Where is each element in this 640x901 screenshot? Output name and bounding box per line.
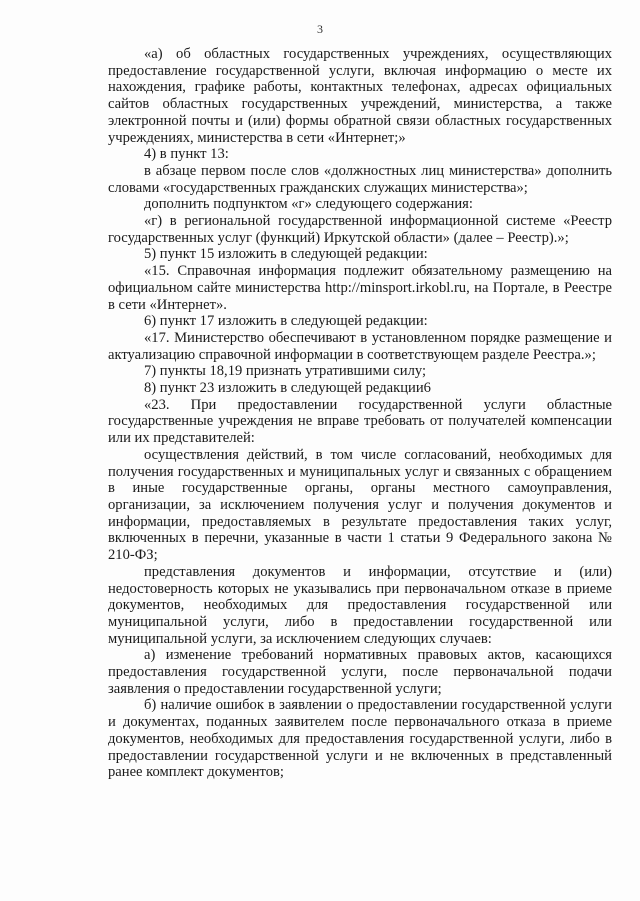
paragraph-14: представления документов и информации, отсутствие и (или) недостоверность которых не указывались при первоначальном отказе в приеме документов, необходимых для предоставления государственной или муниципальной услуги, либо в предоставлении государственной или муниципальной услуги, за исключением следующих случаев: bbox=[108, 563, 612, 647]
paragraph-10: 7) пункты 18,19 признать утратившими силу; bbox=[144, 363, 427, 380]
page-number: 3 bbox=[317, 22, 323, 36]
paragraph-1: «а) об областных государственных учреждениях, осуществляющих предоставление государственной услуги, включая информацию о месте их нахождения, графике работы, контактных телефонах, адресах официальных сайтов областных государственных учреждений, министерства, а также электронной почты и (или) формы обратной связи областных государственных учреждениях, министерства в сети «Интернет;» bbox=[108, 46, 612, 146]
paragraph-13: осуществления действий, в том числе согласований, необходимых для получения государственных и муниципальных услуг и связанных с обращением в иные государственные органы, органы местного самоуправления, организации, за исключением получения услуг и получения документов и информации, предоставляемых в результате предоставления таких услуг, включенных в перечни, указанные в части 1 статьи 9 Федерального закона № 210-ФЗ; bbox=[108, 446, 612, 564]
paragraph-8: 6) пункт 17 изложить в следующей редакции: bbox=[144, 313, 428, 330]
paragraph-9: «17. Министерство обеспечивают в установленном порядке размещение и актуализацию справочной информации в соответствующем разделе Реестра.»; bbox=[108, 329, 612, 363]
paragraph-3: в абзаце первом после слов «должностных лиц министерства» дополнить словами «государственных гражданских служащих министерства»; bbox=[108, 162, 612, 196]
paragraph-6: 5) пункт 15 изложить в следующей редакции: bbox=[144, 246, 428, 263]
document-body bbox=[108, 46, 612, 781]
paragraph-7: «15. Справочная информация подлежит обязательному размещению на официальном сайте министерства http://minsport.irkobl.ru, на Портале, в Реестре в сети «Интернет». bbox=[108, 263, 612, 313]
paragraph-4: дополнить подпунктом «г» следующего содержания: bbox=[144, 196, 473, 213]
paragraph-16: б) наличие ошибок в заявлении о предоставлении государственной услуги и документах, поданных заявителем после первоначального отказа в приеме документов, необходимых для предоставления государственной услуги, либо в предоставлении государственной услуги и не включенных в представленный ранее комплект документов; bbox=[108, 697, 612, 781]
paragraph-2: 4) в пункт 13: bbox=[144, 146, 229, 163]
paragraph-5: «г) в региональной государственной информационной системе «Реестр государственных услуг (функций) Иркутской области» (далее – Реестр).»; bbox=[108, 213, 612, 246]
paragraph-12: «23. При предоставлении государственной услуги областные государственные учреждения не вправе требовать от получателей компенсации или их представителей: bbox=[108, 396, 612, 447]
paragraph-15: а) изменение требований нормативных правовых актов, касающихся предоставления государственной услуги, после первоначальной подачи заявления о предоставлении государственной услуги; bbox=[108, 647, 612, 697]
paragraph-11: 8) пункт 23 изложить в следующей редакции6 bbox=[144, 380, 431, 397]
